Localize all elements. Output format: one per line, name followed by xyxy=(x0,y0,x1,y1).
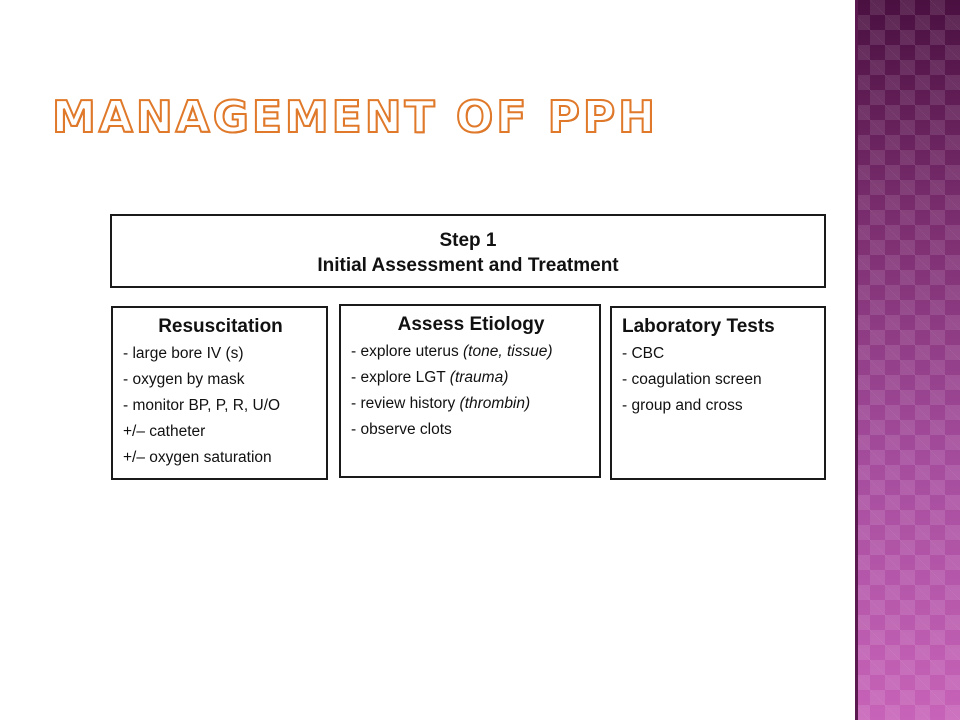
side-band-edge xyxy=(855,0,858,720)
item-text: +/– oxygen saturation xyxy=(123,449,272,466)
item-text: - coagulation screen xyxy=(622,371,762,388)
list-item xyxy=(351,365,591,391)
list-item xyxy=(123,341,318,367)
step-number: Step 1 xyxy=(439,230,497,251)
list-item xyxy=(123,393,318,419)
assess-etiology-box xyxy=(339,304,601,478)
item-note: (trauma) xyxy=(449,369,509,386)
item-text: - group and cross xyxy=(622,397,743,414)
item-text: +/– catheter xyxy=(123,423,206,440)
laboratory-tests-list xyxy=(622,341,816,419)
list-item xyxy=(622,367,816,393)
list-item xyxy=(622,393,816,419)
slide-title: MANAGEMENT OF PPH xyxy=(52,92,658,143)
list-item xyxy=(123,367,318,393)
item-text: - explore uterus xyxy=(351,343,463,360)
assess-etiology-heading: Assess Etiology xyxy=(397,314,545,335)
list-item xyxy=(622,341,816,367)
list-item xyxy=(351,417,591,443)
step-box xyxy=(110,214,826,288)
list-item xyxy=(123,445,318,471)
resuscitation-list xyxy=(123,341,318,471)
laboratory-tests-box xyxy=(610,306,826,480)
list-item xyxy=(351,339,591,365)
item-text: - oxygen by mask xyxy=(123,371,245,388)
item-text: - review history xyxy=(351,395,460,412)
item-text: - large bore IV (s) xyxy=(123,345,244,362)
item-text: - explore LGT xyxy=(351,369,450,386)
resuscitation-heading: Resuscitation xyxy=(158,316,283,337)
item-text: - CBC xyxy=(622,345,665,362)
decorative-side-band xyxy=(855,0,960,720)
resuscitation-box xyxy=(111,306,328,480)
list-item xyxy=(351,391,591,417)
list-item xyxy=(123,419,318,445)
item-text: - monitor BP, P, R, U/O xyxy=(123,397,281,414)
item-note: (tone, tissue) xyxy=(463,343,553,360)
laboratory-tests-heading: Laboratory Tests xyxy=(622,316,775,337)
item-note: (thrombin) xyxy=(459,395,531,412)
item-text: - observe clots xyxy=(351,421,452,438)
assess-etiology-list xyxy=(351,339,591,443)
step-description: Initial Assessment and Treatment xyxy=(317,255,619,276)
